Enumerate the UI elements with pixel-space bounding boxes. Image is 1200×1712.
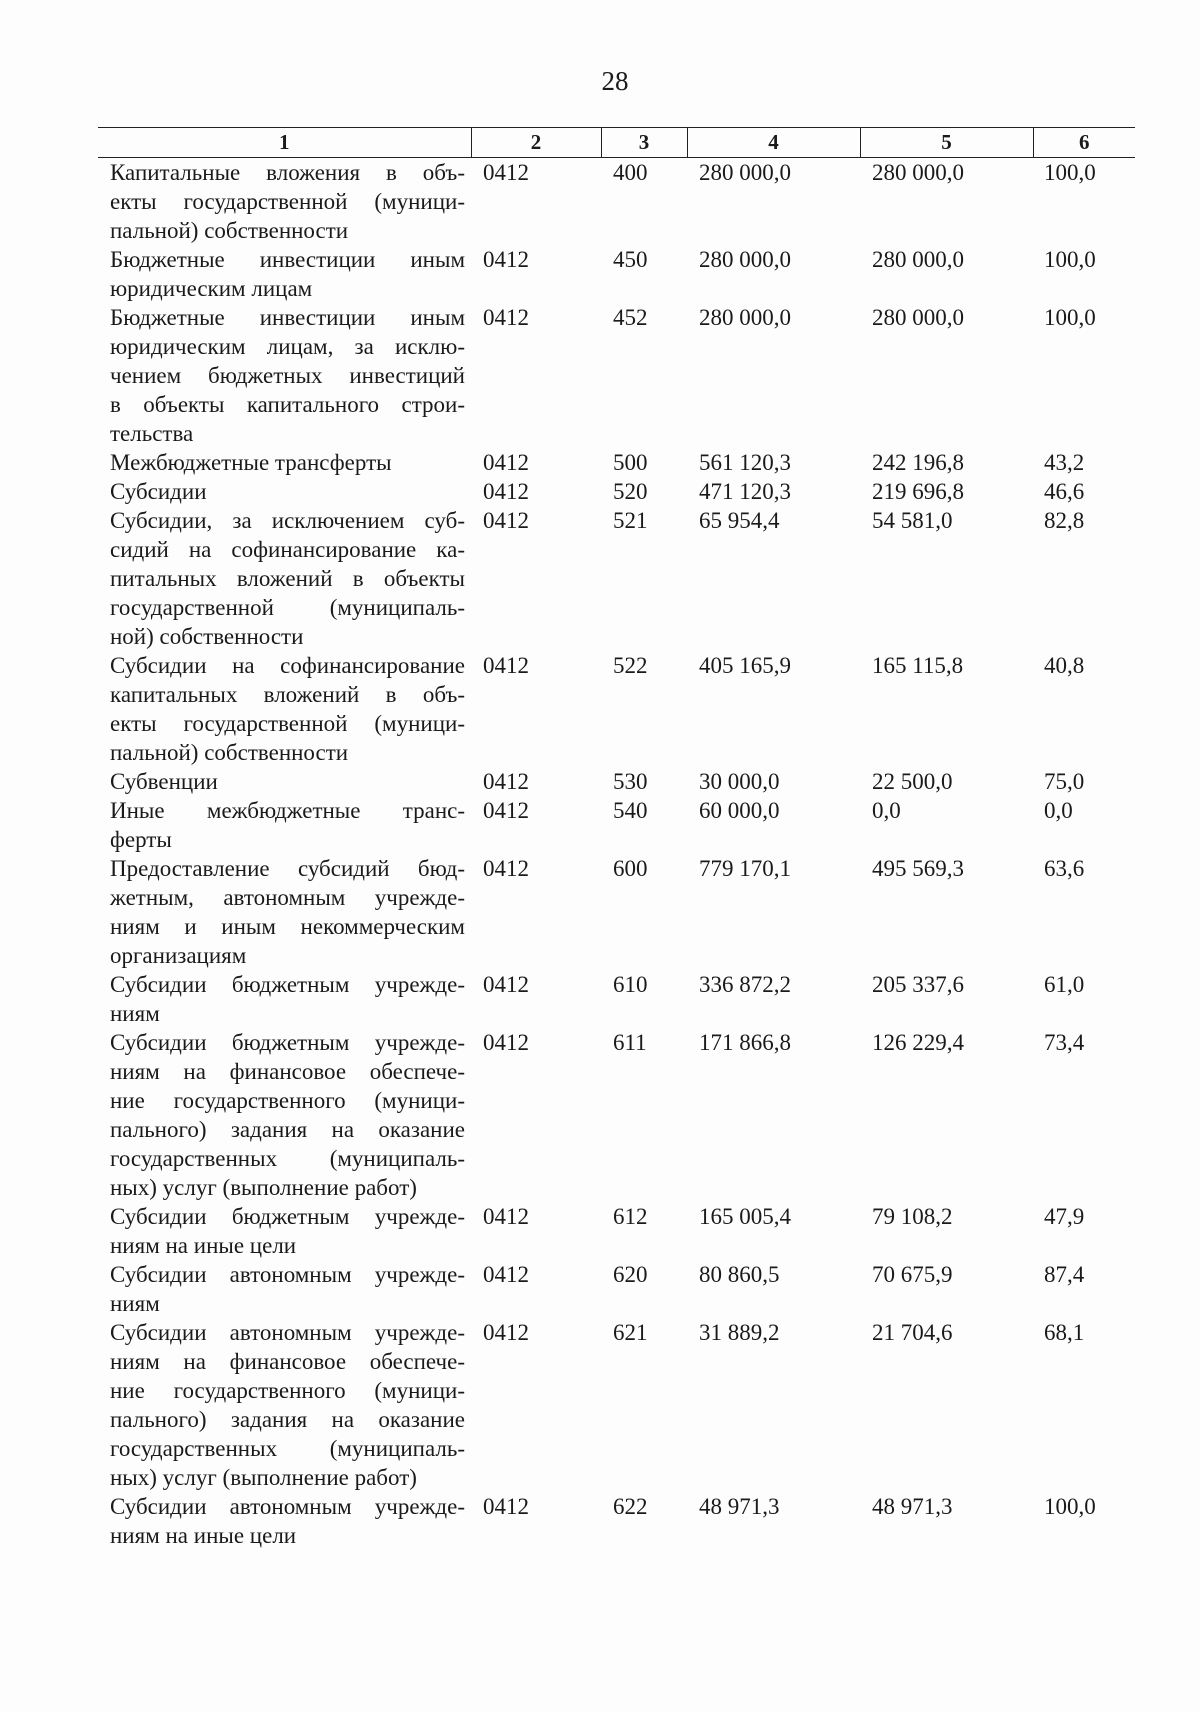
row-name-cell <box>98 303 471 448</box>
row-section-code: 0412 <box>483 160 529 185</box>
row-expense-type: 400 <box>613 160 648 185</box>
row-name-line: ниям на иные цели <box>110 1523 297 1548</box>
row-section-code: 0412 <box>483 856 529 881</box>
table-row <box>98 1260 1135 1318</box>
row-expense-type: 452 <box>613 305 648 330</box>
row-name-line: Субсидии, за исключением суб- <box>110 508 465 533</box>
row-name-cell <box>98 970 471 1028</box>
row-name-line: пального) задания на оказание <box>110 1407 465 1432</box>
row-section-code: 0412 <box>483 1262 529 1287</box>
row-name-line: юридическим лицам <box>110 276 313 301</box>
table-row <box>98 796 1135 854</box>
row-planned-amount: 60 000,0 <box>699 798 780 823</box>
row-execution-percent: 61,0 <box>1044 972 1085 997</box>
row-section-code: 0412 <box>483 798 529 823</box>
row-name-line: Иные межбюджетные транс- <box>110 798 465 823</box>
row-name-cell <box>98 1492 471 1550</box>
row-execution-percent: 46,6 <box>1044 479 1085 504</box>
row-execution-percent: 73,4 <box>1044 1030 1085 1055</box>
row-section-code: 0412 <box>483 1030 529 1055</box>
row-planned-amount: 280 000,0 <box>699 160 791 185</box>
row-actual-amount: 54 581,0 <box>872 508 953 533</box>
row-section-code: 0412 <box>483 305 529 330</box>
row-name-cell <box>98 506 471 651</box>
row-expense-type: 521 <box>613 508 648 533</box>
row-section-code: 0412 <box>483 479 529 504</box>
row-name-cell <box>98 1318 471 1492</box>
row-execution-percent: 100,0 <box>1044 1494 1096 1519</box>
row-expense-type: 450 <box>613 247 648 272</box>
row-expense-type: 600 <box>613 856 648 881</box>
row-name-line: ниям на иные цели <box>110 1233 297 1258</box>
row-planned-amount: 336 872,2 <box>699 972 791 997</box>
page-number: 28 <box>601 66 629 96</box>
row-section-code: 0412 <box>483 1204 529 1229</box>
row-expense-type: 612 <box>613 1204 648 1229</box>
table-row <box>98 1202 1135 1260</box>
row-planned-amount: 561 120,3 <box>699 450 791 475</box>
row-section-code: 0412 <box>483 653 529 678</box>
row-name-line: в объекты капитального строи- <box>110 392 465 417</box>
table-body <box>98 158 1135 1551</box>
row-name-line: Капитальные вложения в объ- <box>110 160 465 185</box>
row-expense-type: 610 <box>613 972 648 997</box>
row-execution-percent: 43,2 <box>1044 450 1085 475</box>
row-name-line: ной) собственности <box>110 624 304 649</box>
row-execution-percent: 68,1 <box>1044 1320 1085 1345</box>
row-section-code: 0412 <box>483 247 529 272</box>
row-expense-type: 520 <box>613 479 648 504</box>
row-actual-amount: 70 675,9 <box>872 1262 953 1287</box>
table-row <box>98 854 1135 970</box>
row-name-cell <box>98 448 471 477</box>
row-execution-percent: 82,8 <box>1044 508 1085 533</box>
row-actual-amount: 21 704,6 <box>872 1320 953 1345</box>
row-name-cell <box>98 854 471 970</box>
row-name-line: ферты <box>110 827 172 852</box>
row-name-cell <box>98 245 471 303</box>
row-name-line: Субсидии автономным учрежде- <box>110 1262 465 1287</box>
row-name-line: Бюджетные инвестиции иным <box>110 247 465 272</box>
row-execution-percent: 100,0 <box>1044 160 1096 185</box>
row-planned-amount: 165 005,4 <box>699 1204 791 1229</box>
header-row <box>98 128 1135 158</box>
header-cell-5: 5 <box>860 128 1033 158</box>
row-name-line: пальной) собственности <box>110 218 349 243</box>
row-execution-percent: 100,0 <box>1044 305 1096 330</box>
row-planned-amount: 171 866,8 <box>699 1030 791 1055</box>
row-actual-amount: 242 196,8 <box>872 450 964 475</box>
row-name-line: ниям и иным некоммерческим <box>110 914 465 939</box>
row-actual-amount: 0,0 <box>872 798 901 823</box>
row-planned-amount: 48 971,3 <box>699 1494 780 1519</box>
row-name-line: екты государственной (муници- <box>110 711 465 736</box>
row-expense-type: 611 <box>613 1030 647 1055</box>
row-execution-percent: 0,0 <box>1044 798 1073 823</box>
row-name-line: юридическим лицам, за исклю- <box>110 334 465 359</box>
table-row <box>98 1318 1135 1492</box>
row-name-line: государственных (муниципаль- <box>110 1146 465 1171</box>
row-actual-amount: 280 000,0 <box>872 247 964 272</box>
header-cell-2: 2 <box>471 128 601 158</box>
row-planned-amount: 280 000,0 <box>699 247 791 272</box>
table-row <box>98 245 1135 303</box>
row-name-line: ние государственного (муници- <box>110 1088 465 1113</box>
table-row <box>98 1028 1135 1202</box>
row-planned-amount: 405 165,9 <box>699 653 791 678</box>
row-actual-amount: 280 000,0 <box>872 305 964 330</box>
row-execution-percent: 40,8 <box>1044 653 1085 678</box>
row-name-cell <box>98 158 471 246</box>
row-name-line: Субсидии на софинансирование <box>110 653 465 678</box>
row-name-line: организациям <box>110 943 247 968</box>
row-planned-amount: 30 000,0 <box>699 769 780 794</box>
header-cell-6: 6 <box>1033 128 1135 158</box>
row-name-line: ных) услуг (выполнение работ) <box>110 1465 417 1490</box>
row-planned-amount: 80 860,5 <box>699 1262 780 1287</box>
table-row <box>98 477 1135 506</box>
row-actual-amount: 495 569,3 <box>872 856 964 881</box>
row-planned-amount: 779 170,1 <box>699 856 791 881</box>
row-name-line: чением бюджетных инвестиций <box>110 363 465 388</box>
table-row <box>98 448 1135 477</box>
row-name-line: государственной (муниципаль- <box>110 595 465 620</box>
row-name-line: государственных (муниципаль- <box>110 1436 465 1461</box>
row-name-line: Субсидии автономным учрежде- <box>110 1320 465 1345</box>
row-name-line: питальных вложений в объекты <box>110 566 465 591</box>
row-name-cell <box>98 796 471 854</box>
row-execution-percent: 100,0 <box>1044 247 1096 272</box>
row-planned-amount: 471 120,3 <box>699 479 791 504</box>
row-actual-amount: 205 337,6 <box>872 972 964 997</box>
row-name-line: ных) услуг (выполнение работ) <box>110 1175 417 1200</box>
table-row <box>98 303 1135 448</box>
row-name-line: Субсидии <box>110 479 207 504</box>
row-name-line: Субсидии бюджетным учрежде- <box>110 972 465 997</box>
row-execution-percent: 75,0 <box>1044 769 1085 794</box>
row-name-line: тельства <box>110 421 194 446</box>
row-name-cell <box>98 651 471 767</box>
table-row <box>98 970 1135 1028</box>
row-section-code: 0412 <box>483 508 529 533</box>
header-cell-4: 4 <box>687 128 860 158</box>
row-name-cell <box>98 1260 471 1318</box>
row-name-line: Межбюджетные трансферты <box>110 450 392 475</box>
row-name-line: ниям на финансовое обеспече- <box>110 1059 465 1084</box>
table-row <box>98 651 1135 767</box>
row-expense-type: 622 <box>613 1494 648 1519</box>
row-actual-amount: 165 115,8 <box>872 653 964 678</box>
row-name-line: ниям <box>110 1291 160 1316</box>
row-planned-amount: 31 889,2 <box>699 1320 780 1345</box>
row-name-line: Субсидии бюджетным учрежде- <box>110 1030 465 1055</box>
row-name-line: пальной) собственности <box>110 740 349 765</box>
row-name-line: Субсидии автономным учрежде- <box>110 1494 465 1519</box>
row-name-cell <box>98 767 471 796</box>
row-execution-percent: 87,4 <box>1044 1262 1085 1287</box>
row-name-line: Предоставление субсидий бюд- <box>110 856 465 881</box>
row-name-line: капитальных вложений в объ- <box>110 682 465 707</box>
table-row <box>98 767 1135 796</box>
header-cell-1: 1 <box>98 128 471 158</box>
row-name-cell <box>98 1028 471 1202</box>
table-row <box>98 158 1135 246</box>
row-section-code: 0412 <box>483 769 529 794</box>
row-expense-type: 621 <box>613 1320 648 1345</box>
row-name-line: сидий на софинансирование ка- <box>110 537 465 562</box>
row-planned-amount: 280 000,0 <box>699 305 791 330</box>
row-name-line: ние государственного (муници- <box>110 1378 465 1403</box>
row-actual-amount: 219 696,8 <box>872 479 964 504</box>
row-section-code: 0412 <box>483 450 529 475</box>
row-planned-amount: 65 954,4 <box>699 508 780 533</box>
row-expense-type: 540 <box>613 798 648 823</box>
row-name-line: Субсидии бюджетным учрежде- <box>110 1204 465 1229</box>
row-name-cell <box>98 477 471 506</box>
row-section-code: 0412 <box>483 1320 529 1345</box>
row-execution-percent: 63,6 <box>1044 856 1085 881</box>
row-expense-type: 500 <box>613 450 648 475</box>
row-actual-amount: 79 108,2 <box>872 1204 953 1229</box>
row-name-line: Бюджетные инвестиции иным <box>110 305 465 330</box>
row-name-cell <box>98 1202 471 1260</box>
row-actual-amount: 22 500,0 <box>872 769 953 794</box>
row-name-line: жетным, автономным учрежде- <box>110 885 465 910</box>
row-execution-percent: 47,9 <box>1044 1204 1085 1229</box>
row-actual-amount: 280 000,0 <box>872 160 964 185</box>
row-section-code: 0412 <box>483 972 529 997</box>
row-section-code: 0412 <box>483 1494 529 1519</box>
row-name-line: ниям <box>110 1001 160 1026</box>
row-name-line: пального) задания на оказание <box>110 1117 465 1142</box>
table-header <box>98 128 1135 158</box>
budget-table <box>98 127 1135 1550</box>
header-cell-3: 3 <box>601 128 687 158</box>
row-expense-type: 522 <box>613 653 648 678</box>
row-actual-amount: 48 971,3 <box>872 1494 953 1519</box>
row-expense-type: 530 <box>613 769 648 794</box>
row-name-line: Субвенции <box>110 769 218 794</box>
table-row <box>98 506 1135 651</box>
row-name-line: екты государственной (муници- <box>110 189 465 214</box>
row-name-line: ниям на финансовое обеспече- <box>110 1349 465 1374</box>
row-actual-amount: 126 229,4 <box>872 1030 964 1055</box>
row-expense-type: 620 <box>613 1262 648 1287</box>
table-row <box>98 1492 1135 1550</box>
